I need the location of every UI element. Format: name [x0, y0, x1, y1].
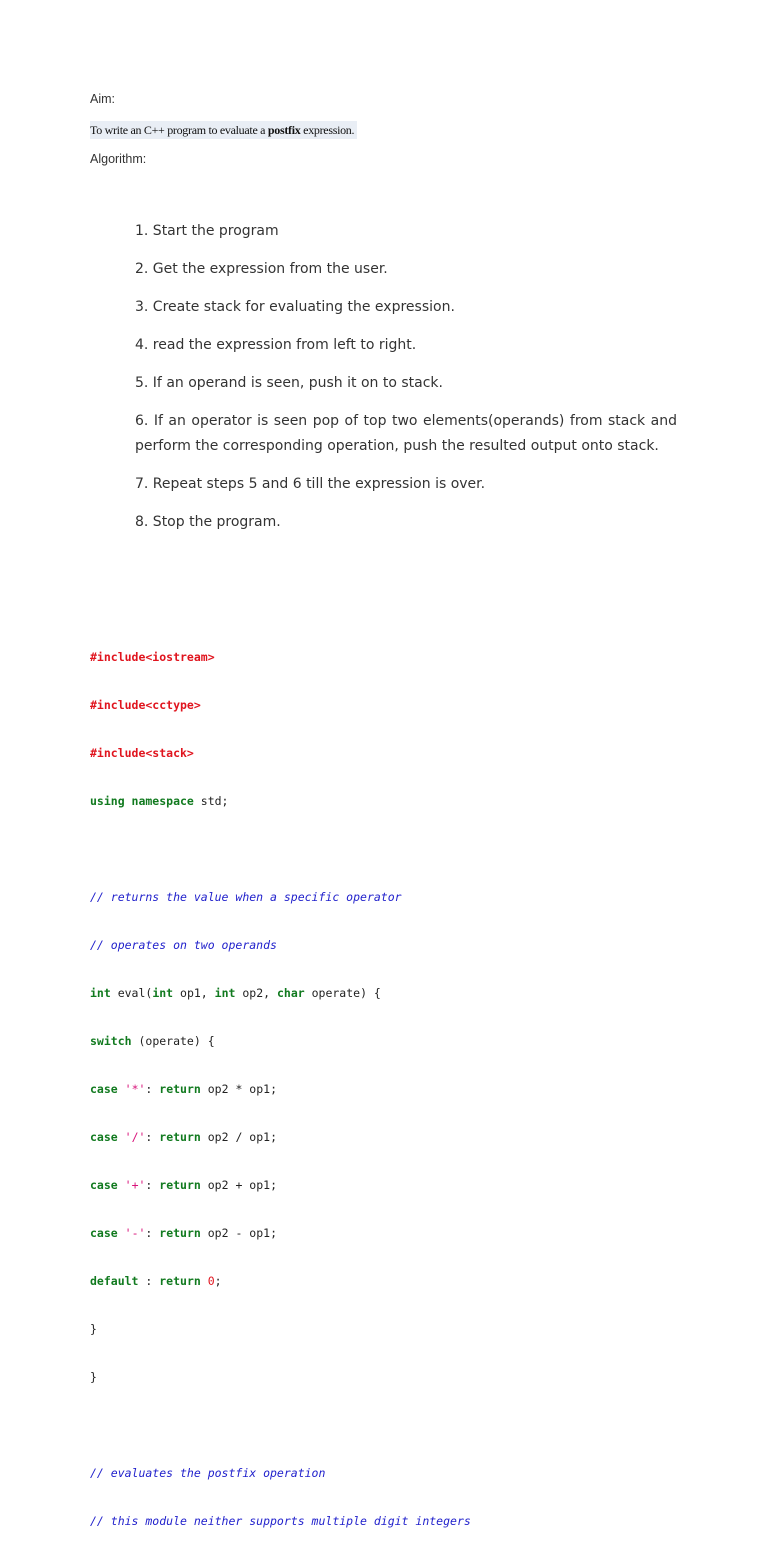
- code-text: [118, 1130, 125, 1144]
- code-text: [201, 1274, 208, 1288]
- code-char-literal: '-': [124, 1226, 146, 1240]
- code-line-case: [90, 1129, 710, 1145]
- code-keyword: char: [276, 986, 305, 1000]
- code-line-function-signature: [90, 985, 710, 1001]
- code-keyword: int: [214, 986, 236, 1000]
- code-keyword: case: [90, 1130, 118, 1144]
- code-text: [118, 1178, 125, 1192]
- code-line-close-brace: }: [90, 1322, 97, 1336]
- code-keyword: case: [90, 1178, 118, 1192]
- code-line-include: #include<iostream>: [90, 650, 215, 664]
- aim-text-suffix: expression.: [300, 123, 355, 137]
- code-keyword: return: [159, 1226, 201, 1240]
- code-keyword: return: [159, 1130, 201, 1144]
- code-line-close-brace: }: [90, 1370, 97, 1384]
- code-text: :: [145, 1178, 160, 1192]
- code-text: op2 + op1;: [200, 1178, 277, 1192]
- code-keyword: int: [152, 986, 174, 1000]
- code-text: op2,: [235, 986, 277, 1000]
- code-keyword: case: [90, 1226, 118, 1240]
- algorithm-step: 2. Get the expression from the user.: [135, 261, 388, 277]
- code-keyword: case: [90, 1082, 118, 1096]
- code-text: eval(: [110, 986, 153, 1000]
- code-text: :: [145, 1130, 160, 1144]
- code-comment: // returns the value when a specific operator: [90, 890, 402, 904]
- code-blank-line: [90, 1417, 710, 1433]
- algorithm-heading: Algorithm:: [90, 152, 147, 166]
- code-line-switch: [90, 1033, 710, 1049]
- algorithm-step: 3. Create stack for evaluating the expression.: [135, 299, 455, 315]
- code-text: std;: [193, 794, 229, 808]
- code-line-case: [90, 1177, 710, 1193]
- code-comment: // operates on two operands: [90, 938, 277, 952]
- algorithm-step: 4. read the expression from left to right.: [135, 337, 417, 353]
- aim-heading: Aim:: [90, 92, 115, 106]
- code-keyword: int: [90, 986, 111, 1000]
- code-number-literal: 0: [207, 1274, 215, 1288]
- code-comment: // evaluates the postfix operation: [90, 1466, 326, 1480]
- algorithm-step: 8. Stop the program.: [135, 513, 281, 530]
- algorithm-steps: [135, 219, 677, 548]
- code-line-include: #include<stack>: [90, 746, 194, 760]
- code-line-case: [90, 1081, 710, 1097]
- code-text: op2 / op1;: [200, 1130, 277, 1144]
- code-text: (operate) {: [131, 1034, 215, 1048]
- algorithm-step: 6. If an operator is seen pop of top two elements(operands) from stack and perform the corresponding operation, push the resulted output onto stack.: [135, 413, 677, 454]
- code-blank-line: [90, 841, 710, 857]
- code-text: op2 * op1;: [200, 1082, 277, 1096]
- aim-text: [90, 121, 357, 139]
- code-keyword: switch: [90, 1034, 132, 1048]
- code-text: operate) {: [304, 986, 381, 1000]
- code-keyword: return: [159, 1178, 201, 1192]
- code-listing: [90, 617, 710, 1561]
- code-char-literal: '*': [124, 1082, 146, 1096]
- algorithm-step: 5. If an operand is seen, push it on to stack.: [135, 375, 443, 391]
- code-line-case: [90, 1225, 710, 1241]
- code-keyword: default: [90, 1274, 139, 1288]
- code-text: :: [138, 1274, 160, 1288]
- code-comment: // this module neither supports multiple digit integers: [90, 1514, 471, 1528]
- code-text: op2 - op1;: [200, 1226, 277, 1240]
- code-char-literal: '+': [124, 1178, 146, 1192]
- code-keyword: using namespace: [90, 794, 194, 808]
- code-text: ;: [214, 1274, 222, 1288]
- code-keyword: return: [159, 1274, 201, 1288]
- code-text: :: [145, 1226, 160, 1240]
- algorithm-step: 7. Repeat steps 5 and 6 till the expression is over.: [135, 475, 486, 492]
- code-text: [118, 1082, 125, 1096]
- code-line-default: [90, 1273, 710, 1289]
- code-char-literal: '/': [124, 1130, 146, 1144]
- algorithm-step: 1. Start the program: [135, 223, 279, 239]
- code-text: [118, 1226, 125, 1240]
- aim-text-prefix: To write an C++ program to evaluate a: [90, 123, 268, 137]
- code-line-using: [90, 793, 710, 809]
- code-text: op1,: [173, 986, 215, 1000]
- code-text: :: [145, 1082, 160, 1096]
- aim-text-bold: postfix: [267, 123, 301, 137]
- code-keyword: return: [159, 1082, 201, 1096]
- code-line-include: #include<cctype>: [90, 698, 201, 712]
